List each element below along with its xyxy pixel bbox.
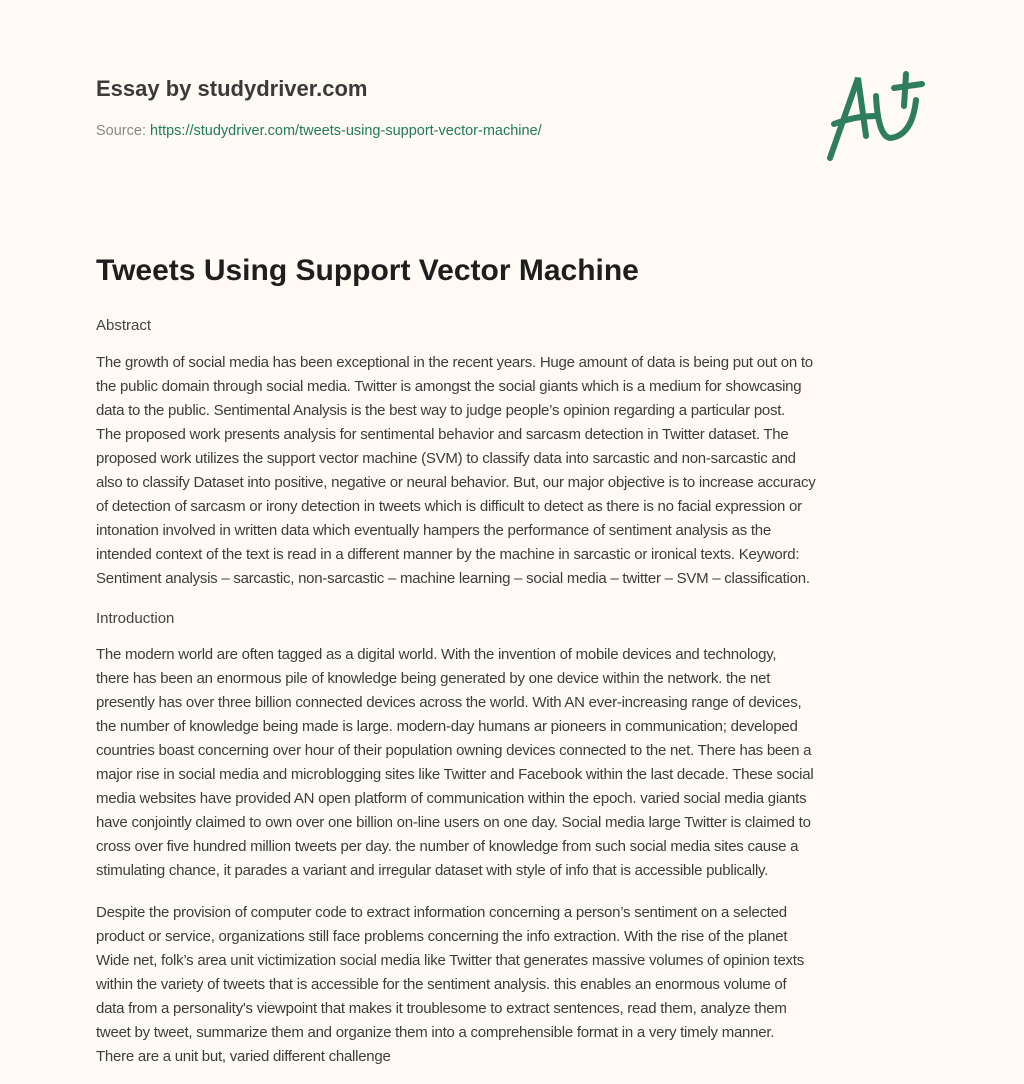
site-brand: Essay by studydriver.com xyxy=(96,76,368,101)
introduction-paragraph-2 xyxy=(96,901,936,1069)
text-line: Wide net, folk’s area unit victimization social media like Twitter that generates massive volumes of opinion texts xyxy=(96,952,804,969)
text-line: The modern world are often tagged as a digital world. With the invention of mobile devices and technology, xyxy=(96,646,777,663)
text-line: presently has over three billion connected devices across the world. With AN ever-increasing range of devices, xyxy=(96,694,802,711)
text-line: tweet by tweet, summarize them and organize them into a comprehensible format in a very timely manner. xyxy=(96,1024,775,1041)
text-line: of detection of sarcasm or irony detection in tweets which is difficult to detect as there is no facial expression or xyxy=(96,498,802,515)
text-line: there has been an enormous pile of knowledge being generated by one device within the network. the net xyxy=(96,670,771,687)
text-line: have conjointly claimed to own over one billion on-line users on one day. Social media large Twitter is claimed to xyxy=(96,814,811,831)
text-line: also to classify Dataset into positive, negative or neural behavior. But, our major objective is to increase accuracy xyxy=(96,474,816,491)
text-line: product or service, organizations still face problems concerning the info extraction. With the rise of the planet xyxy=(96,928,788,945)
text-line: The proposed work presents analysis for sentimental behavior and sarcasm detection in Twitter dataset. The xyxy=(96,426,789,443)
text-line: countries boast concerning over hour of their population owning devices connected to the net. There has been a xyxy=(96,742,812,759)
text-line: major rise in social media and microblogging sites like Twitter and Facebook within the last decade. These social xyxy=(96,766,814,783)
essay-title: Tweets Using Support Vector Machine xyxy=(96,254,639,287)
text-line: intended context of the text is read in a different manner by the machine in sarcastic or ironical texts. Keyword: xyxy=(96,546,800,563)
text-line: proposed work utilizes the support vector machine (SVM) to classify data into sarcastic and non-sarcastic and xyxy=(96,450,796,467)
text-line: Sentiment analysis – sarcastic, non-sarcastic – machine learning – social media – twitter – SVM – classification. xyxy=(96,570,810,587)
source-label: Source: xyxy=(96,123,150,139)
text-line: stimulating chance, it parades a variant and irregular dataset with style of info that is accessible publically. xyxy=(96,862,769,879)
text-line: There are a unit but, varied different challenge xyxy=(96,1048,391,1065)
text-line: data from a personality's viewpoint that makes it troublesome to extract sentences, read them, analyze them xyxy=(96,1000,787,1017)
a-plus-logo-icon xyxy=(820,66,930,166)
abstract-paragraph xyxy=(96,351,936,591)
section-heading-abstract: Abstract xyxy=(96,317,152,334)
introduction-paragraph-1 xyxy=(96,643,936,883)
text-line: within the variety of tweets that is accessible for the sentiment analysis. this enables an enormous volume of xyxy=(96,976,787,993)
source-link[interactable]: https://studydriver.com/tweets-using-support-vector-machine/ xyxy=(150,123,542,139)
text-line: cross over five hundred million tweets per day. the number of knowledge from such social media sites cause a xyxy=(96,838,799,855)
text-line: the number of knowledge being made is large. modern-day humans ar pioneers in communication; developed xyxy=(96,718,798,735)
text-line: data to the public. Sentimental Analysis is the best way to judge people’s opinion regarding a particular post. xyxy=(96,402,786,419)
text-line: media websites have provided AN open platform of communication within the epoch. varied social media giants xyxy=(96,790,807,807)
section-heading-introduction: Introduction xyxy=(96,610,175,627)
source-line xyxy=(96,123,542,139)
text-line: The growth of social media has been exceptional in the recent years. Huge amount of data is being put out on to xyxy=(96,354,813,371)
text-line: Despite the provision of computer code to extract information concerning a person’s sentiment on a selected xyxy=(96,904,787,921)
text-line: intonation involved in written data which eventually hampers the performance of sentiment analysis as the xyxy=(96,522,771,539)
text-line: the public domain through social media. Twitter is amongst the social giants which is a medium for showcasing xyxy=(96,378,802,395)
